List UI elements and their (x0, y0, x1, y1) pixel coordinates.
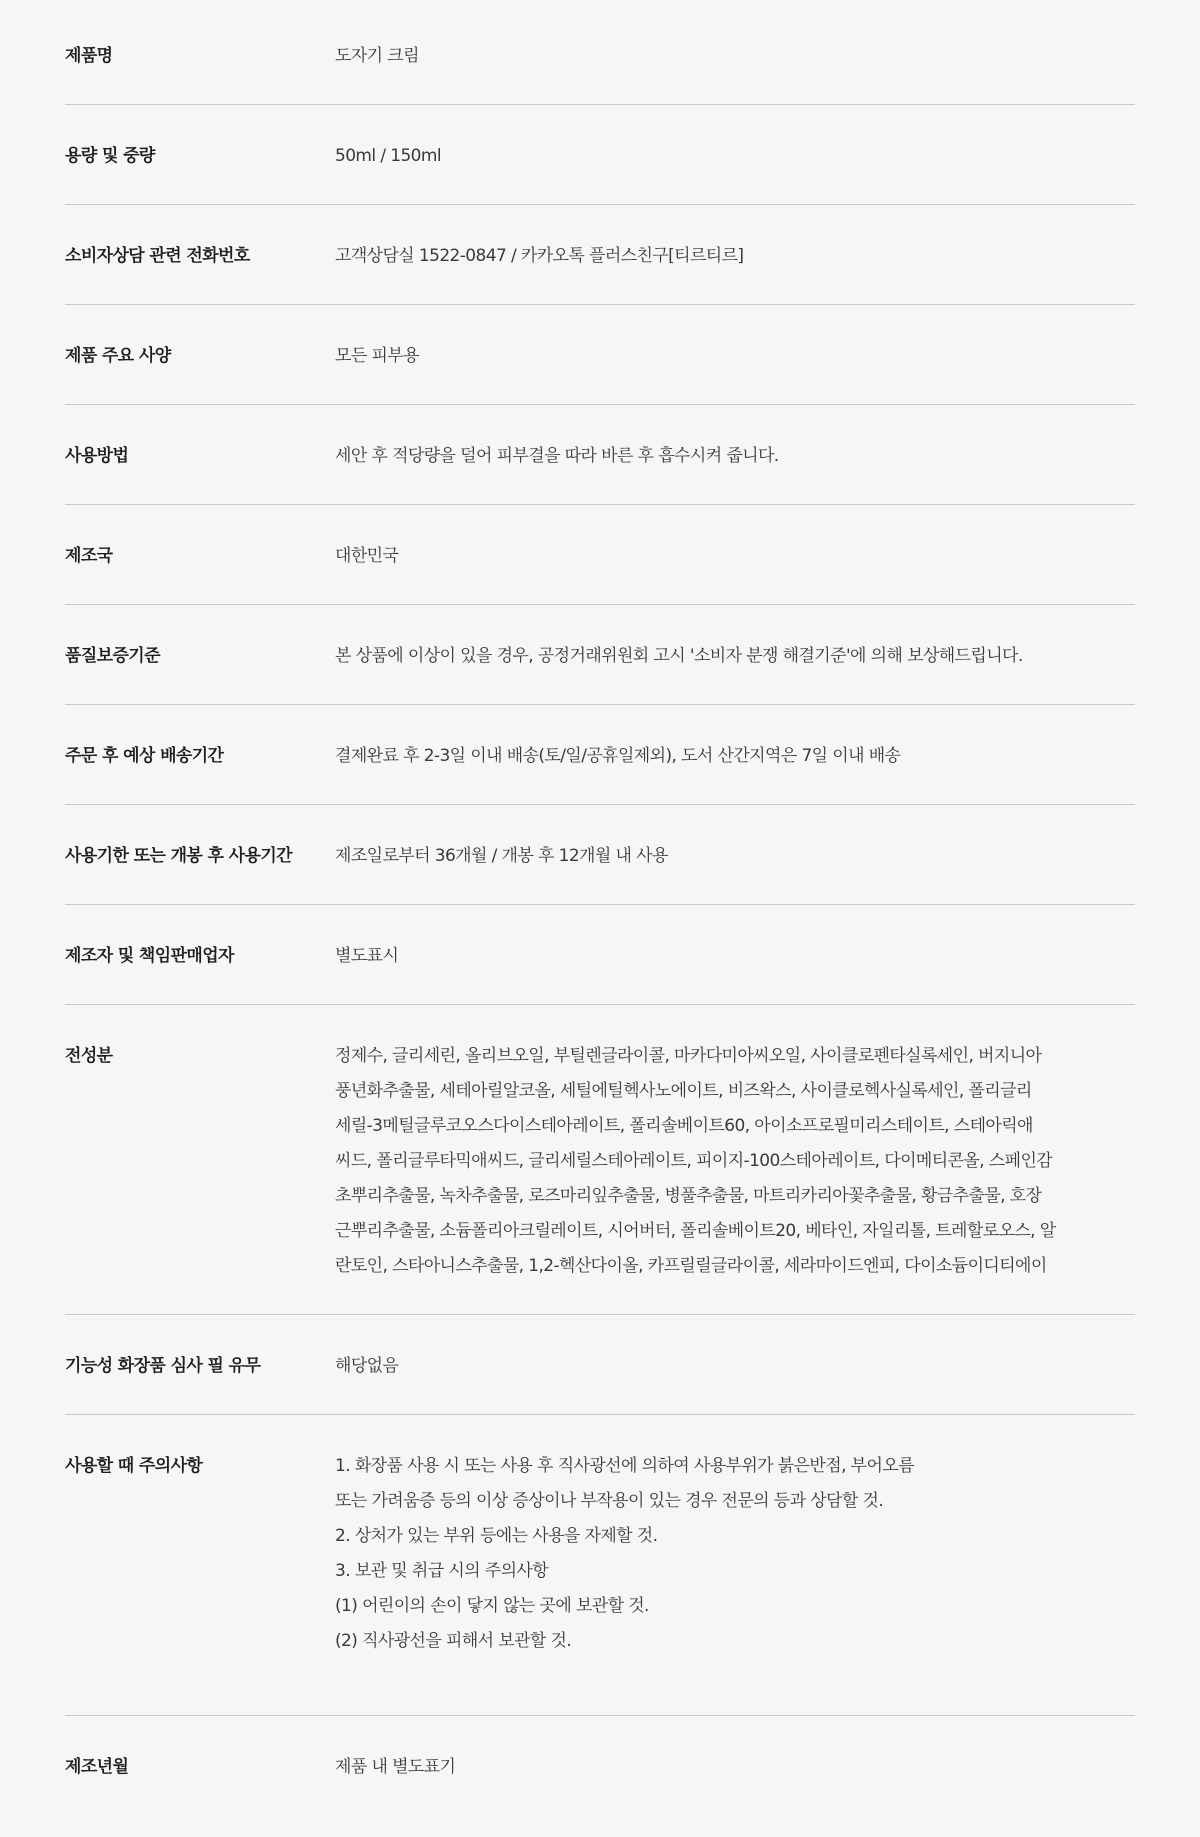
row-value (335, 544, 1135, 579)
row-value (335, 144, 1135, 179)
row-value (335, 444, 1135, 479)
row-value (335, 1454, 1135, 1654)
value-line: (1) 어린이의 손이 닿지 않는 곳에 보관할 것. (335, 1596, 649, 1616)
info-row-functional-review (65, 1315, 1135, 1415)
value-line: 해당없음 (335, 1356, 399, 1376)
value-line: 씨드, 폴리글루타믹애씨드, 글리세릴스테아레이트, 피이지-100스테아레이트, 다이메티콘올, 스페인감 (335, 1151, 1053, 1171)
row-value (335, 744, 1135, 779)
value-line: 모든 피부용 (335, 346, 419, 366)
info-row-quality-guarantee (65, 605, 1135, 705)
row-value (335, 244, 1135, 279)
value-line: 고객상담실 1522-0847 / 카카오톡 플러스친구[티르티르] (335, 246, 744, 266)
value-line: 2. 상처가 있는 부위 등에는 사용을 자제할 것. (335, 1526, 658, 1546)
row-label: 기능성 화장품 심사 필 유무 (65, 1356, 261, 1376)
row-value (335, 1044, 1135, 1279)
value-line: 도자기 크림 (335, 46, 419, 66)
value-line: 1. 화장품 사용 시 또는 사용 후 직사광선에 의하여 사용부위가 붉은반점, 부어오름 (335, 1456, 914, 1476)
info-row-shipping (65, 705, 1135, 805)
row-label: 제품명 (65, 46, 113, 66)
value-line: 풍년화추출물, 세테아릴알코올, 세틸에틸헥사노에이트, 비즈왁스, 사이클로헥사실록세인, 폴리글리 (335, 1081, 1032, 1101)
info-row-expiry (65, 805, 1135, 905)
row-value (335, 844, 1135, 879)
row-label: 사용기한 또는 개봉 후 사용기간 (65, 846, 292, 866)
info-row-country (65, 505, 1135, 605)
value-line: (2) 직사광선을 피해서 보관할 것. (335, 1631, 572, 1651)
row-label: 사용방법 (65, 446, 129, 466)
row-value (335, 44, 1135, 79)
product-info-table (65, 5, 1135, 1816)
info-row-cautions (65, 1415, 1135, 1716)
row-label: 제품 주요 사양 (65, 346, 171, 366)
row-label: 주문 후 예상 배송기간 (65, 746, 224, 766)
row-label: 용량 및 중량 (65, 146, 155, 166)
value-line: 50ml / 150ml (335, 146, 441, 166)
info-row-product-name (65, 5, 1135, 105)
value-line: 별도표시 (335, 946, 399, 966)
row-label: 품질보증기준 (65, 646, 160, 666)
info-row-usage (65, 405, 1135, 505)
row-label: 전성분 (65, 1046, 113, 1066)
info-row-volume (65, 105, 1135, 205)
value-line: 대한민국 (335, 546, 399, 566)
value-line: 정제수, 글리세린, 올리브오일, 부틸렌글라이콜, 마카다미아씨오일, 사이클로펜타실록세인, 버지니아 (335, 1046, 1042, 1066)
row-label: 제조국 (65, 546, 113, 566)
row-value (335, 1354, 1135, 1389)
value-line: 본 상품에 이상이 있을 경우, 공정거래위원회 고시 '소비자 분쟁 해결기준'에 의해 보상해드립니다. (335, 646, 1023, 666)
info-row-main-spec (65, 305, 1135, 405)
row-value (335, 1755, 1135, 1790)
value-line: 3. 보관 및 취급 시의 주의사항 (335, 1561, 549, 1581)
value-line: 결제완료 후 2-3일 이내 배송(토/일/공휴일제외), 도서 산간지역은 7일 이내 배송 (335, 746, 901, 766)
row-value (335, 344, 1135, 379)
value-line: 제품 내 별도표기 (335, 1757, 456, 1777)
value-line: 세안 후 적당량을 덜어 피부결을 따라 바른 후 흡수시켜 줍니다. (335, 446, 779, 466)
info-row-manufacturer (65, 905, 1135, 1005)
value-line: 제조일로부터 36개월 / 개봉 후 12개월 내 사용 (335, 846, 668, 866)
value-line: 근뿌리추출물, 소듐폴리아크릴레이트, 시어버터, 폴리솔베이트20, 베타인, 자일리톨, 트레할로오스, 알 (335, 1221, 1056, 1241)
row-label: 소비자상담 관련 전화번호 (65, 246, 250, 266)
info-row-customer-phone (65, 205, 1135, 305)
value-line: 또는 가려움증 등의 이상 증상이나 부작용이 있는 경우 전문의 등과 상담할 것. (335, 1491, 884, 1511)
value-line: 초뿌리추출물, 녹차추출물, 로즈마리잎추출물, 병풀추출물, 마트리카리아꽃추출물, 황금추출물, 호장 (335, 1186, 1042, 1206)
row-label: 제조년월 (65, 1757, 129, 1777)
value-line: 란토인, 스타아니스추출물, 1,2-헥산다이올, 카프릴릴글라이콜, 세라마이드엔피, 다이소듐이디티에이 (335, 1256, 1047, 1276)
row-label: 제조자 및 책임판매업자 (65, 946, 234, 966)
info-row-manufacture-date (65, 1716, 1135, 1816)
row-label: 사용할 때 주의사항 (65, 1456, 203, 1476)
row-value (335, 644, 1135, 679)
row-value (335, 944, 1135, 979)
info-row-ingredients (65, 1005, 1135, 1315)
value-line: 세릴-3메틸글루코오스다이스테아레이트, 폴리솔베이트60, 아이소프로필미리스테이트, 스테아릭애 (335, 1116, 1033, 1136)
